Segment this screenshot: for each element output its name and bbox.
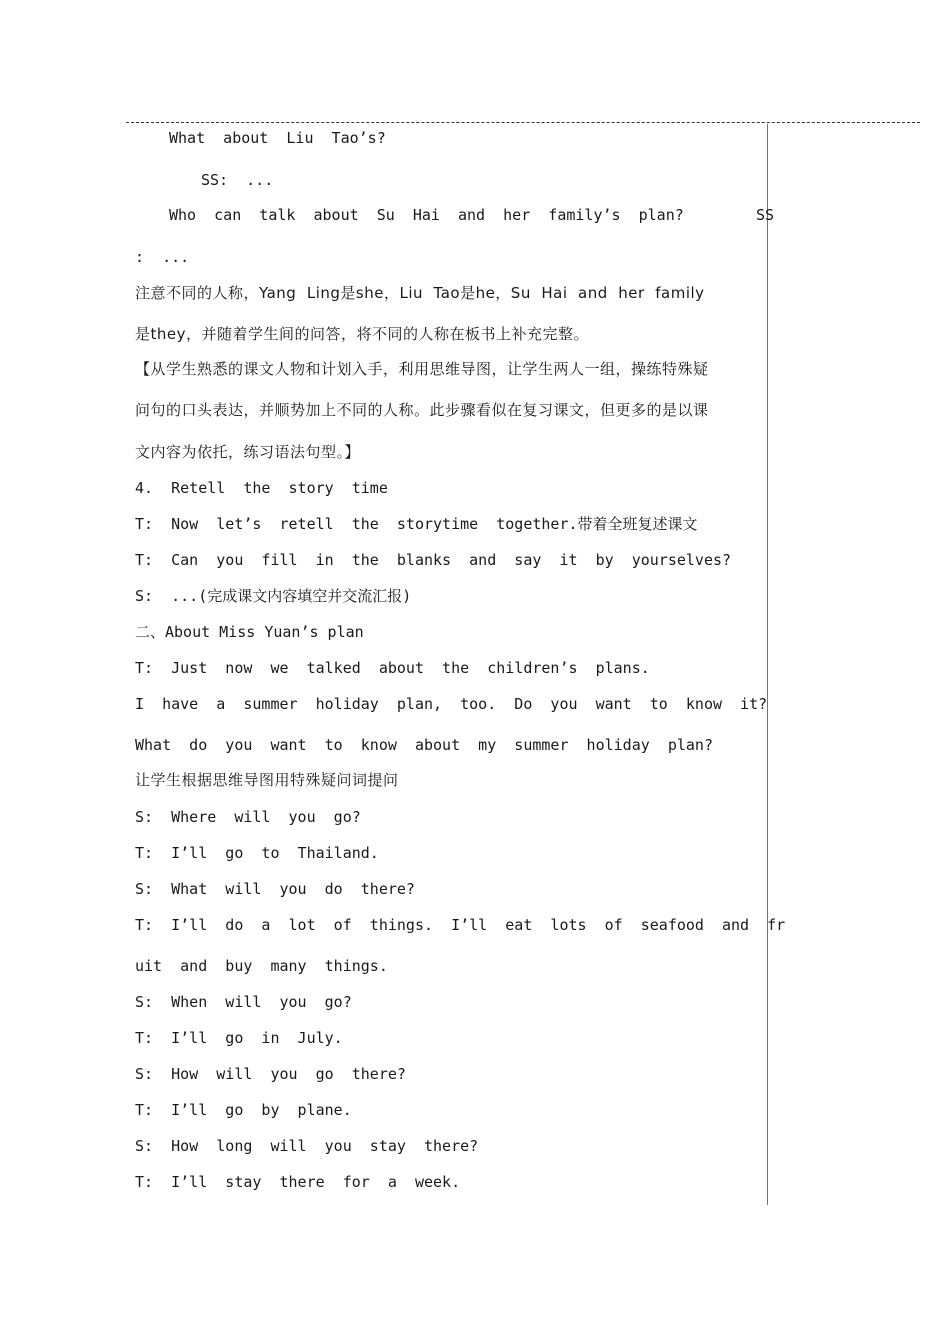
- text-line: uit and buy many things.: [135, 957, 388, 975]
- text-line: : ...: [135, 248, 190, 266]
- text-line: What do you want to know about my summer holiday plan?: [135, 736, 713, 754]
- text-line: 【从学生熟悉的课文人物和计划入手，利用思维导图，让学生两人一组，操练特殊疑: [135, 360, 709, 378]
- text-line: T: I’ll go by plane.: [135, 1101, 352, 1119]
- text-line: S: What will you do there?: [135, 880, 415, 898]
- text-line: 注意不同的人称，Yang Ling是she，Liu Tao是he，Su Hai and her family: [135, 284, 705, 302]
- text-line: T: Now let’s retell the storytime together.带着全班复述课文: [135, 515, 698, 533]
- text-line: 4. Retell the story time: [135, 479, 388, 497]
- text-line: T: I’ll go in July.: [135, 1029, 343, 1047]
- text-line: 文内容为依托，练习语法句型。】: [135, 443, 361, 461]
- text-line: 二、About Miss Yuan’s plan: [135, 623, 364, 641]
- text-line: 是they，并随着学生间的问答，将不同的人称在板书上补充完整。: [135, 325, 589, 343]
- text-line: 让学生根据思维导图用特殊疑问词提问: [135, 771, 399, 789]
- text-line: T: I’ll stay there for a week.: [135, 1173, 461, 1191]
- text-line: T: I’ll do a lot of things. I’ll eat lots of seafood and fr: [135, 916, 786, 934]
- text-line: T: Just now we talked about the children’s plans.: [135, 659, 650, 677]
- text-line: S: Where will you go?: [135, 808, 361, 826]
- text-line: S: When will you go?: [135, 993, 352, 1011]
- text-line: Who can talk about Su Hai and her family’s plan? SS: [169, 206, 775, 224]
- text-line: S: How will you go there?: [135, 1065, 406, 1083]
- margin-line: [767, 124, 768, 1205]
- text-line: 问句的口头表达，并顺势加上不同的人称。此步骤看似在复习课文，但更多的是以课: [135, 401, 709, 419]
- text-line: T: I’ll go to Thailand.: [135, 844, 379, 862]
- text-line: T: Can you fill in the blanks and say it by yourselves?: [135, 551, 732, 569]
- text-line: I have a summer holiday plan, too. Do you want to know it?: [135, 695, 768, 713]
- text-line: S: How long will you stay there?: [135, 1137, 479, 1155]
- header-dashed-rule: [126, 122, 920, 123]
- text-line: SS: ...: [201, 171, 274, 189]
- text-line: S: ...(完成课文内容填空并交流汇报): [135, 587, 412, 605]
- text-line: What about Liu Tao’s?: [169, 129, 386, 147]
